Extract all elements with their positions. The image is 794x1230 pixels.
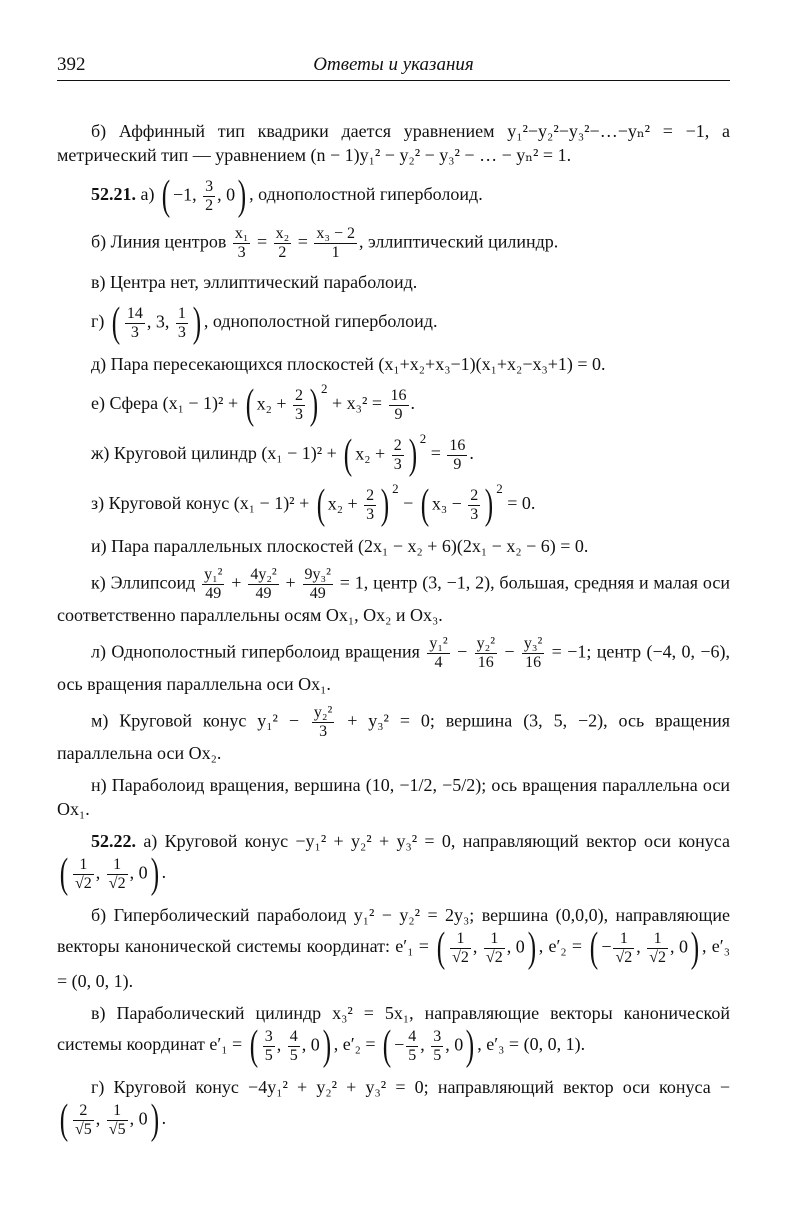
fraction xyxy=(522,635,544,672)
text-run: , 0 xyxy=(506,936,525,957)
answer-item xyxy=(57,225,730,262)
parenthesized-expression xyxy=(57,1099,162,1141)
text-run: + xyxy=(226,572,247,593)
fraction xyxy=(233,225,251,262)
fraction-denominator: √2 xyxy=(108,874,126,892)
left-paren: ( xyxy=(344,432,353,478)
fraction-numerator: 16 xyxy=(449,436,466,454)
text-run: = xyxy=(426,443,446,464)
text-run: = −1; центр (−4, 0, −6), ось вращения параллельна оси Ox₁. xyxy=(57,641,731,694)
left-paren: ( xyxy=(245,382,254,428)
left-paren: ( xyxy=(249,1023,258,1069)
text-run: , 0 xyxy=(217,184,236,205)
exponent: 2 xyxy=(392,481,399,496)
fraction xyxy=(293,387,305,424)
exponent: 2 xyxy=(419,431,427,446)
text-run: − xyxy=(498,641,520,662)
page-number: 392 xyxy=(57,54,86,75)
text-run: , xyxy=(636,936,646,957)
page-body xyxy=(57,119,730,1149)
fraction xyxy=(427,635,449,672)
text-run: , эллиптический цилиндр. xyxy=(358,231,559,252)
text-run: − xyxy=(451,641,473,662)
fraction-numerator: y₃² xyxy=(523,635,543,652)
fraction xyxy=(314,225,357,262)
text-run: = 1, центр (3, −1, 2), большая, средняя и малая оси соответственно параллельны осям Ox₁, Ox₂ и Ox₃. xyxy=(57,572,731,625)
fraction-numerator: 4 xyxy=(289,1027,298,1045)
fraction xyxy=(107,856,128,893)
right-paren: ) xyxy=(380,482,390,528)
text-run: в) Параболический цилиндр x₃² = 5x₁, направляющие векторы канонической системы координат e′₁ = xyxy=(57,1003,730,1055)
text-run: , xyxy=(420,1034,430,1055)
right-paren: ) xyxy=(192,300,202,346)
text-run: а) xyxy=(136,184,159,205)
paren-content xyxy=(355,437,405,474)
parenthesized-expression xyxy=(380,1025,477,1067)
answer-item xyxy=(57,119,730,167)
text-run: г) Круговой конус −4y₁² + y₂² + y₃² = 0; направляющий вектор оси конуса − xyxy=(91,1077,730,1097)
fraction xyxy=(176,305,188,342)
paren-content xyxy=(71,1102,148,1139)
fraction xyxy=(107,1102,128,1139)
text-run: . xyxy=(469,443,474,464)
answer-item xyxy=(57,481,730,528)
fraction-denominator: √2 xyxy=(649,948,667,966)
fraction-denominator: 3 xyxy=(295,405,304,423)
fraction-denominator: 3 xyxy=(366,505,375,523)
fraction-denominator: 3 xyxy=(233,243,251,262)
fraction-denominator: 3 xyxy=(125,323,145,342)
fraction-denominator: √5 xyxy=(108,1120,126,1138)
text-run: x₂ + xyxy=(256,393,292,414)
fraction xyxy=(468,487,480,524)
fraction xyxy=(431,1028,443,1065)
text-run: − xyxy=(601,936,612,957)
running-header xyxy=(57,54,730,81)
fraction-numerator: 2 xyxy=(79,1101,88,1119)
fraction xyxy=(263,1028,275,1065)
text-run: , 0 xyxy=(129,1108,148,1129)
fraction-numerator: 3 xyxy=(264,1027,273,1045)
text-run: , 3, xyxy=(146,311,174,332)
fraction xyxy=(392,437,404,474)
paren-content xyxy=(71,856,148,893)
fraction-denominator: 3 xyxy=(470,505,479,523)
paren-content xyxy=(257,387,307,424)
parenthesized-expression xyxy=(243,381,328,428)
answer-item xyxy=(57,302,730,344)
fraction xyxy=(450,930,471,967)
fraction-numerator: 3 xyxy=(205,177,214,195)
fraction-denominator: 3 xyxy=(312,722,334,741)
text-run: н) Параболоид вращения, вершина (10, −1/2, −5/2); ось вращения параллельна оси Ox₁. xyxy=(57,775,730,819)
right-paren: ) xyxy=(150,1097,159,1143)
text-run: = xyxy=(252,231,272,252)
fraction-denominator: 49 xyxy=(248,584,278,603)
text-run: , e′₂ = xyxy=(333,1034,381,1055)
fraction-numerator: y₂² xyxy=(476,635,495,652)
text-run: , 0 xyxy=(129,862,148,883)
text-run: , 0 xyxy=(670,936,689,957)
text-run: г) xyxy=(91,311,109,332)
text-run: . xyxy=(410,393,416,414)
fraction-numerator: 1 xyxy=(79,855,88,873)
text-run: а) Круговой конус −y₁² + y₂² + y₃² = 0, направляющий вектор оси конуса xyxy=(136,831,730,851)
fraction xyxy=(312,704,334,741)
text-run: − xyxy=(394,1034,405,1055)
paren-content xyxy=(432,487,482,524)
fraction xyxy=(73,1102,94,1139)
fraction xyxy=(248,566,278,603)
left-paren: ( xyxy=(316,482,325,528)
fraction-numerator: x₃ − 2 xyxy=(316,225,355,242)
text-run: + y₃² = 0; вершина (3, 5, −2), ось вращения параллельна оси Ox₂. xyxy=(57,710,730,763)
answer-item xyxy=(57,773,730,821)
text-run: б) Гиперболический параболоид y₁² − y₂² = 2y₃; вершина (0,0,0), направляющие векторы канонической системы координат: e′₁ = xyxy=(57,905,730,957)
text-run: . xyxy=(161,1108,167,1129)
fraction-denominator: 49 xyxy=(303,584,333,603)
parenthesized-expression xyxy=(57,853,162,895)
fraction xyxy=(613,930,634,967)
text-run: к) Эллипсоид xyxy=(91,572,201,593)
answer-item xyxy=(57,534,730,558)
fraction-numerator: 14 xyxy=(126,304,143,322)
answer-item xyxy=(57,635,730,696)
text-run: л) Однополостный гиперболоид вращения xyxy=(91,641,426,662)
answer-item xyxy=(57,903,730,993)
parenthesized-expression xyxy=(434,927,539,969)
fraction-numerator: 16 xyxy=(390,386,407,404)
exponent: 2 xyxy=(496,481,503,496)
text-run: е) Сфера (x₁ − 1)² + xyxy=(91,393,243,414)
answer-item xyxy=(57,829,730,895)
fraction xyxy=(364,487,376,524)
fraction-denominator: 16 xyxy=(522,653,544,672)
fraction-denominator: 5 xyxy=(433,1046,442,1064)
fraction-denominator: 16 xyxy=(475,653,497,672)
fraction-denominator: √5 xyxy=(75,1120,92,1138)
fraction xyxy=(475,635,497,672)
fraction-denominator: 5 xyxy=(408,1046,417,1064)
paren-content xyxy=(328,487,378,524)
text-run: − xyxy=(398,493,418,514)
fraction-denominator: 3 xyxy=(393,455,402,473)
text-run: д) Пара пересекающихся плоскостей (x₁+x₂+x₃−1)(x₁+x₂−x₃+1) = 0. xyxy=(91,354,606,374)
left-paren: ( xyxy=(161,173,171,219)
text-run: , 0 xyxy=(445,1034,464,1055)
text-run: = xyxy=(293,231,313,252)
fraction xyxy=(447,437,467,474)
parenthesized-expression xyxy=(418,481,503,528)
fraction xyxy=(274,225,292,262)
paren-content xyxy=(601,930,688,967)
right-paren: ) xyxy=(485,482,494,528)
fraction-denominator: 1 xyxy=(314,243,357,262)
fraction-numerator: y₁² xyxy=(429,635,448,652)
running-title: Ответы и указания xyxy=(313,54,474,75)
text-run: , e′₃ = (0, 0, 1). xyxy=(57,936,730,991)
fraction-numerator: 2 xyxy=(470,486,479,504)
fraction-denominator: √2 xyxy=(75,874,92,892)
fraction-denominator: 5 xyxy=(264,1046,273,1064)
answer-item xyxy=(57,704,730,765)
paren-content xyxy=(123,305,190,342)
answer-item xyxy=(57,352,730,376)
answer-item xyxy=(57,270,730,294)
answer-item xyxy=(57,1075,730,1141)
text-run: , xyxy=(95,1108,105,1129)
fraction-numerator: y₂² xyxy=(313,704,333,721)
text-run: , xyxy=(472,936,482,957)
parenthesized-expression xyxy=(109,302,204,344)
fraction xyxy=(303,566,333,603)
fraction-denominator: 5 xyxy=(289,1046,298,1064)
answer-item xyxy=(57,566,730,627)
fraction xyxy=(288,1028,300,1065)
right-paren: ) xyxy=(237,173,247,219)
fraction-numerator: 1 xyxy=(456,929,465,947)
text-run: , e′₃ = (0, 0, 1). xyxy=(477,1034,586,1055)
text-run: −1, xyxy=(172,184,202,205)
parenthesized-expression xyxy=(247,1025,334,1067)
fraction-denominator: √2 xyxy=(485,948,503,966)
text-run: , xyxy=(276,1034,286,1055)
fraction-numerator: 1 xyxy=(177,304,186,322)
fraction xyxy=(406,1028,418,1065)
fraction xyxy=(202,566,224,603)
fraction xyxy=(73,856,94,893)
fraction xyxy=(484,930,505,967)
text-run: = 0. xyxy=(502,493,536,514)
text-run: з) Круговой конус (x₁ − 1)² + xyxy=(91,493,314,514)
problem-number: 52.22. xyxy=(91,831,136,851)
text-run: x₃ − xyxy=(431,493,467,514)
fraction-denominator: 9 xyxy=(447,455,467,474)
paren-content xyxy=(448,930,525,967)
text-run: м) Круговой конус y₁² − xyxy=(91,710,310,731)
text-run: x₂ + xyxy=(327,493,363,514)
text-run: , однополостной гиперболоид. xyxy=(249,184,483,205)
fraction-denominator: 4 xyxy=(427,653,449,672)
left-paren: ( xyxy=(382,1023,392,1069)
right-paren: ) xyxy=(408,432,417,478)
fraction xyxy=(389,387,409,424)
fraction xyxy=(125,305,145,342)
paren-content xyxy=(261,1028,320,1065)
fraction-denominator: 2 xyxy=(274,243,292,262)
text-run: , однополостной гиперболоид. xyxy=(203,311,438,332)
fraction-denominator: 2 xyxy=(205,196,214,214)
fraction-denominator: 9 xyxy=(389,405,409,424)
fraction-numerator: x₂ xyxy=(275,225,290,242)
right-paren: ) xyxy=(527,925,536,971)
fraction-numerator: 1 xyxy=(619,929,628,947)
text-run: ж) Круговой цилиндр (x₁ − 1)² + xyxy=(91,443,342,464)
text-run: + xyxy=(280,572,301,593)
fraction-denominator: √2 xyxy=(615,948,633,966)
paren-content xyxy=(394,1028,463,1065)
left-paren: ( xyxy=(59,1097,69,1143)
fraction-denominator: 49 xyxy=(202,584,224,603)
paren-content xyxy=(173,178,235,215)
fraction-numerator: 4y₂² xyxy=(250,566,277,583)
fraction-numerator: 4 xyxy=(408,1027,417,1045)
fraction-numerator: 1 xyxy=(113,1101,122,1119)
fraction-numerator: 1 xyxy=(653,929,662,947)
text-run: + x₃² = xyxy=(327,393,387,414)
right-paren: ) xyxy=(322,1023,331,1069)
text-run: в) Центра нет, эллиптический параболоид. xyxy=(91,272,418,292)
answer-item xyxy=(57,431,730,478)
right-paren: ) xyxy=(690,925,700,971)
answer-item xyxy=(57,175,730,217)
parenthesized-expression xyxy=(587,927,702,969)
text-run: , e′₂ = xyxy=(538,936,588,957)
parenthesized-expression xyxy=(159,175,249,217)
left-paren: ( xyxy=(59,851,69,897)
answer-item xyxy=(57,381,730,428)
parenthesized-expression xyxy=(314,481,399,528)
answer-item xyxy=(57,1001,730,1067)
fraction-denominator: 3 xyxy=(177,323,186,341)
fraction-denominator: √2 xyxy=(452,948,469,966)
fraction xyxy=(203,178,215,215)
problem-number: 52.21. xyxy=(91,184,136,205)
right-paren: ) xyxy=(309,382,319,428)
fraction-numerator: 9y₃² xyxy=(304,566,331,583)
left-paren: ( xyxy=(590,925,599,971)
text-run: б) Аффинный тип квадрики дается уравнением y₁²−y₂²−y₃²−…−yₙ² = −1, а метрический тип — уравнением (n − 1)y₁² − y₂² − y₃² − … − yₙ² = 1. xyxy=(57,121,730,165)
fraction-numerator: 2 xyxy=(295,386,304,404)
text-run: , 0 xyxy=(301,1034,320,1055)
fraction-numerator: 2 xyxy=(366,486,375,504)
parenthesized-expression xyxy=(341,431,427,478)
right-paren: ) xyxy=(150,851,159,897)
left-paren: ( xyxy=(420,482,430,528)
fraction-numerator: 1 xyxy=(113,855,122,873)
left-paren: ( xyxy=(436,925,446,971)
fraction-numerator: 2 xyxy=(393,436,402,454)
text-run: . xyxy=(161,862,167,883)
text-run: x₂ + xyxy=(355,443,390,464)
fraction-numerator: 3 xyxy=(433,1027,442,1045)
fraction xyxy=(647,930,668,967)
fraction-numerator: 1 xyxy=(490,929,499,947)
fraction-numerator: y₁² xyxy=(204,566,223,583)
text-run: и) Пара параллельных плоскостей (2x₁ − x₂ + 6)(2x₁ − x₂ − 6) = 0. xyxy=(91,536,589,556)
fraction-numerator: x₁ xyxy=(234,225,249,242)
text-run: , xyxy=(95,862,105,883)
text-run: б) Линия центров xyxy=(91,231,231,252)
right-paren: ) xyxy=(466,1023,475,1069)
left-paren: ( xyxy=(111,300,121,346)
exponent: 2 xyxy=(321,381,328,396)
